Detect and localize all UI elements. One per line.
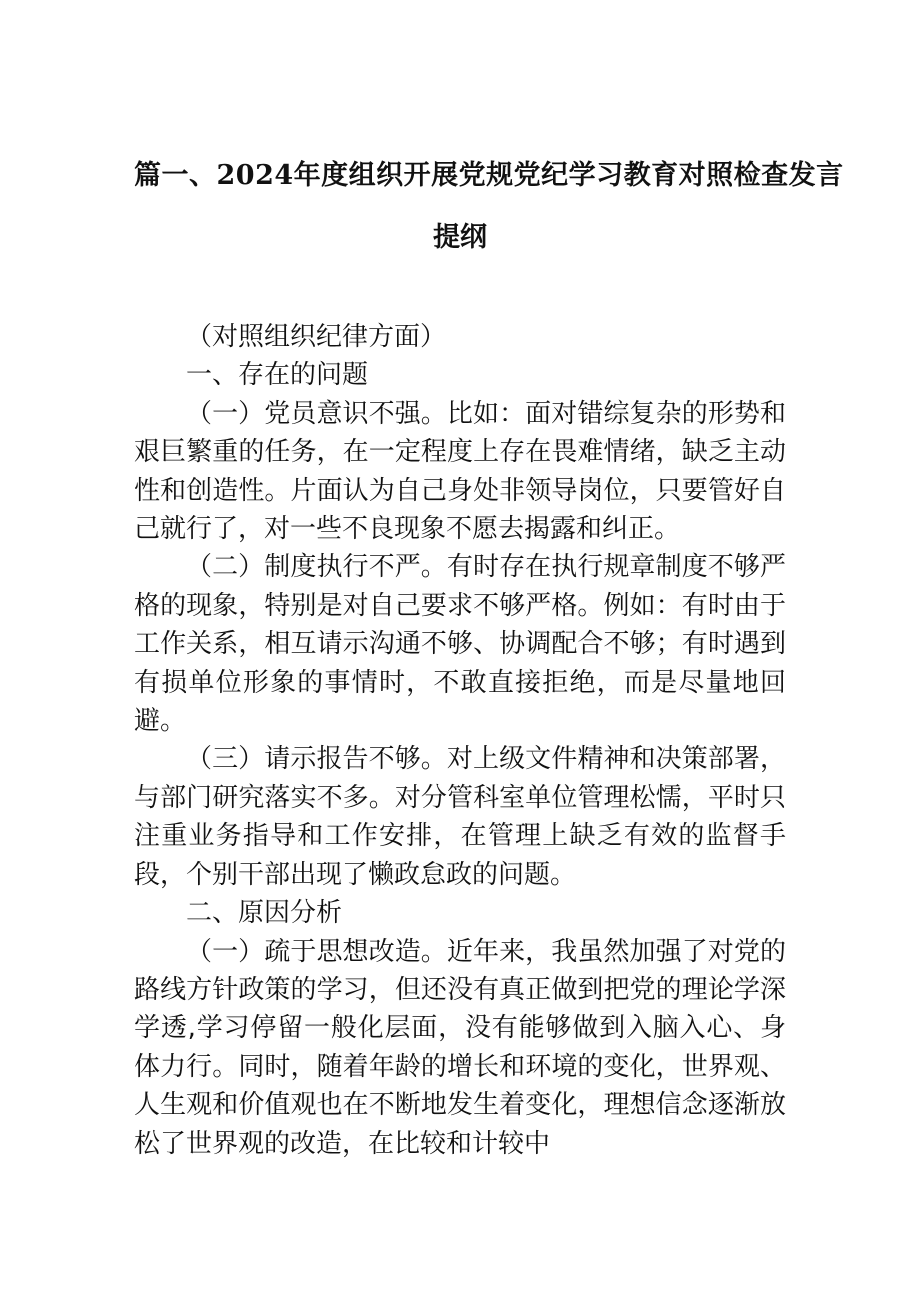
document-title-line-2: 提纲 — [433, 222, 487, 253]
section-heading-problems: 一、存在的问题 — [186, 360, 369, 391]
paragraph-problem-3: （三）请示报告不够。对上级文件精神和决策部署，与部门研究落实不多。对分管科室单位管理松懦，平时只注重业务指导和工作安排，在管理上缺乏有效的监督手段，个别干部出现了懒政怠政的问题。 — [134, 744, 786, 890]
document-title-line-1: 篇一、2024年度组织开展党规党纪学习教育对照检查发言 — [134, 160, 844, 191]
section-note: （对照组织纪律方面） — [186, 322, 447, 352]
paragraph-problem-1: （一）党员意识不强。比如：面对错综复杂的形势和艰巨繁重的任务，在一定程度上存在畏难情绪，缺乏主动性和创造性。片面认为自己身处非领导岗位，只要管好自己就行了，对一些不良现象不愿去揭露和纠正。 — [134, 398, 786, 545]
section-heading-causes: 二、原因分析 — [186, 898, 343, 929]
document-body — [134, 318, 786, 1163]
paragraph-cause-1: （一）疏于思想改造。近年来，我虽然加强了对党的路线方针政策的学习，但还没有真正做到把党的理论学深学透,学习停留一般化层面，没有能够做到入脑入心、身体力行。同时，随着年龄的增长和环境的变化，世界观、人生观和价值观也在不断地发生着变化，理想信念逐渐放松了世界观的改造，在比较和计较中 — [134, 936, 786, 1159]
paragraph-problem-2: （二）制度执行不严。有时存在执行规章制度不够严格的现象，特别是对自己要求不够严格。例如：有时由于工作关系，相互请示沟通不够、协调配合不够；有时遇到有损单位形象的事情时，不敢直接拒绝，而是尽量地回避。 — [134, 552, 786, 737]
